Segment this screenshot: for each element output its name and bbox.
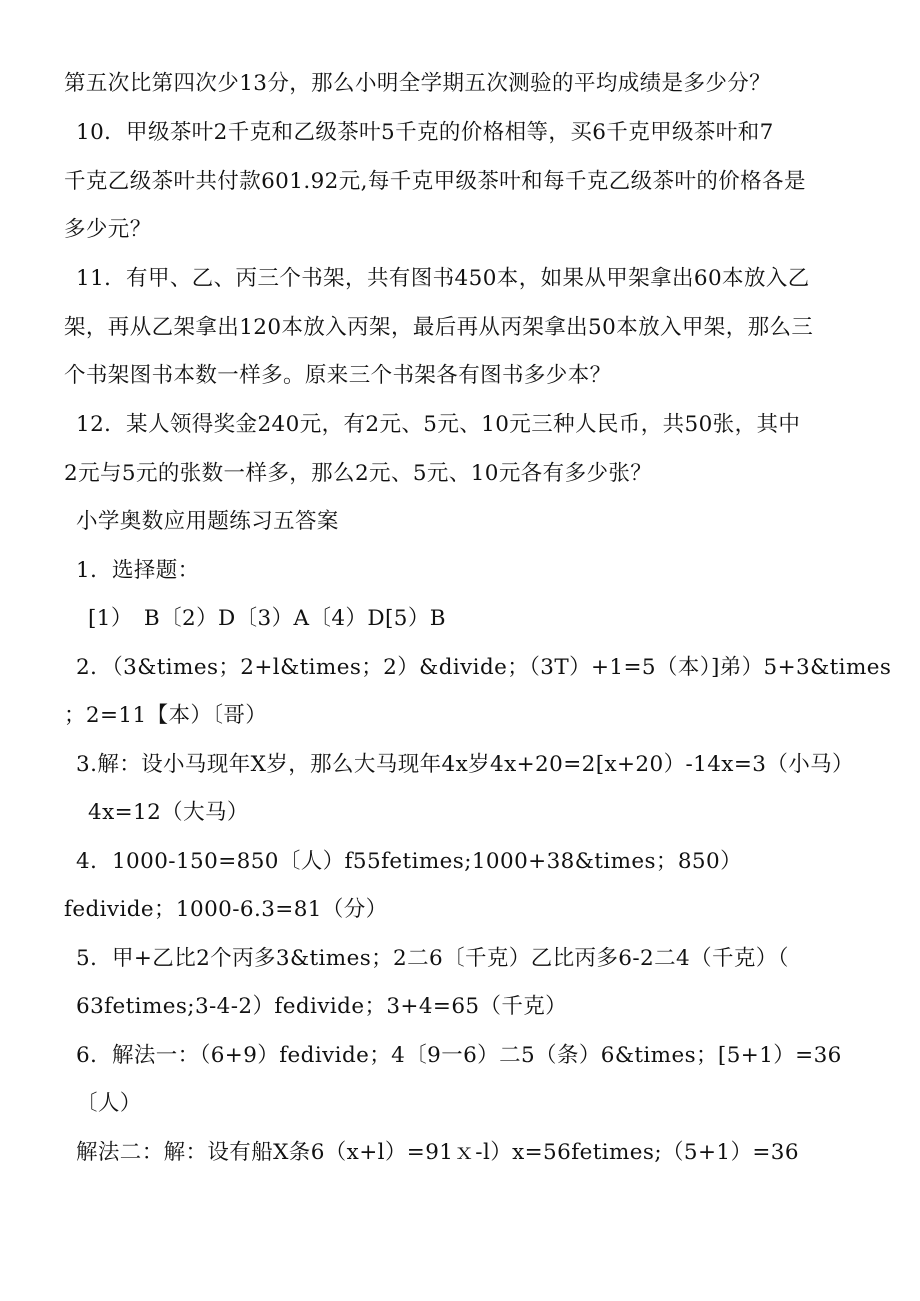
text-line-9: 2元与5元的张数一样多，那么2元、5元、10元各有多少张？ (64, 461, 653, 486)
text-line-6: 架，再从乙架拿出120本放入丙架，最后再从丙架拿出50本放入甲架，那么三 (64, 315, 814, 340)
text-line-23: 解法二：解：设有船X条6（x+l）=91ｘ-l）x=56fetimes;（5+1）=36 (76, 1140, 799, 1165)
text-line-3: 千克乙级茶叶共付款601.92元,每千克甲级茶叶和每千克乙级茶叶的价格各是 (64, 169, 806, 194)
text-line-20: 63fetimes;3-4-2）fedivide；3+4=65（千克） (76, 994, 568, 1019)
text-line-12: [1） B〔2）D〔3）A〔4）D[5）B (88, 606, 446, 631)
text-line-5: 11．有甲、乙、丙三个书架，共有图书450本，如果从甲架拿出60本放入乙 (76, 266, 810, 291)
text-line-15: 3.解：设小马现年X岁，那么大马现年4x岁4x+20=2[x+20）-14x=3（小马） (76, 752, 854, 777)
text-line-8: 12．某人领得奖金240元，有2元、5元、10元三种人民币，共50张，其中 (76, 412, 801, 437)
text-line-13: 2．（3&times；2+l&times；2）&divide；（3T）+1=5（本）]弟）5+3&times (76, 655, 892, 680)
text-line-2: 10．甲级茶叶2千克和乙级茶叶5千克的价格相等，买6千克甲级茶叶和7 (76, 120, 774, 145)
text-line-11: 1．选择题： (76, 558, 200, 583)
text-line-19: 5．甲+乙比2个丙多3&times；2二6〔千克）乙比丙多6-2二4（千克）（ (76, 946, 789, 971)
text-line-22: 〔人） (76, 1091, 142, 1116)
text-line-21: 6．解法一：（6+9）fedivide；4〔9一6）二5（条）6&times；[5+1）=36 (76, 1043, 842, 1068)
answers-heading: 小学奥数应用题练习五答案 (76, 509, 339, 534)
text-line-17: 4．1000-150=850〔人）f55fetimes;1000+38&times；850） (76, 849, 742, 874)
text-line-4: 多少元？ (64, 217, 152, 242)
text-line-16: 4x=12（大马） (88, 800, 249, 825)
text-line-7: 个书架图书本数一样多。原来三个书架各有图书多少本？ (64, 363, 612, 388)
text-line-18: fedivide；1000-6.3=81（分） (64, 897, 388, 922)
text-line-14: ；2=11【本）〔哥） (64, 703, 268, 728)
text-line-1: 第五次比第四次少13分，那么小明全学期五次测验的平均成绩是多少分？ (64, 71, 772, 96)
